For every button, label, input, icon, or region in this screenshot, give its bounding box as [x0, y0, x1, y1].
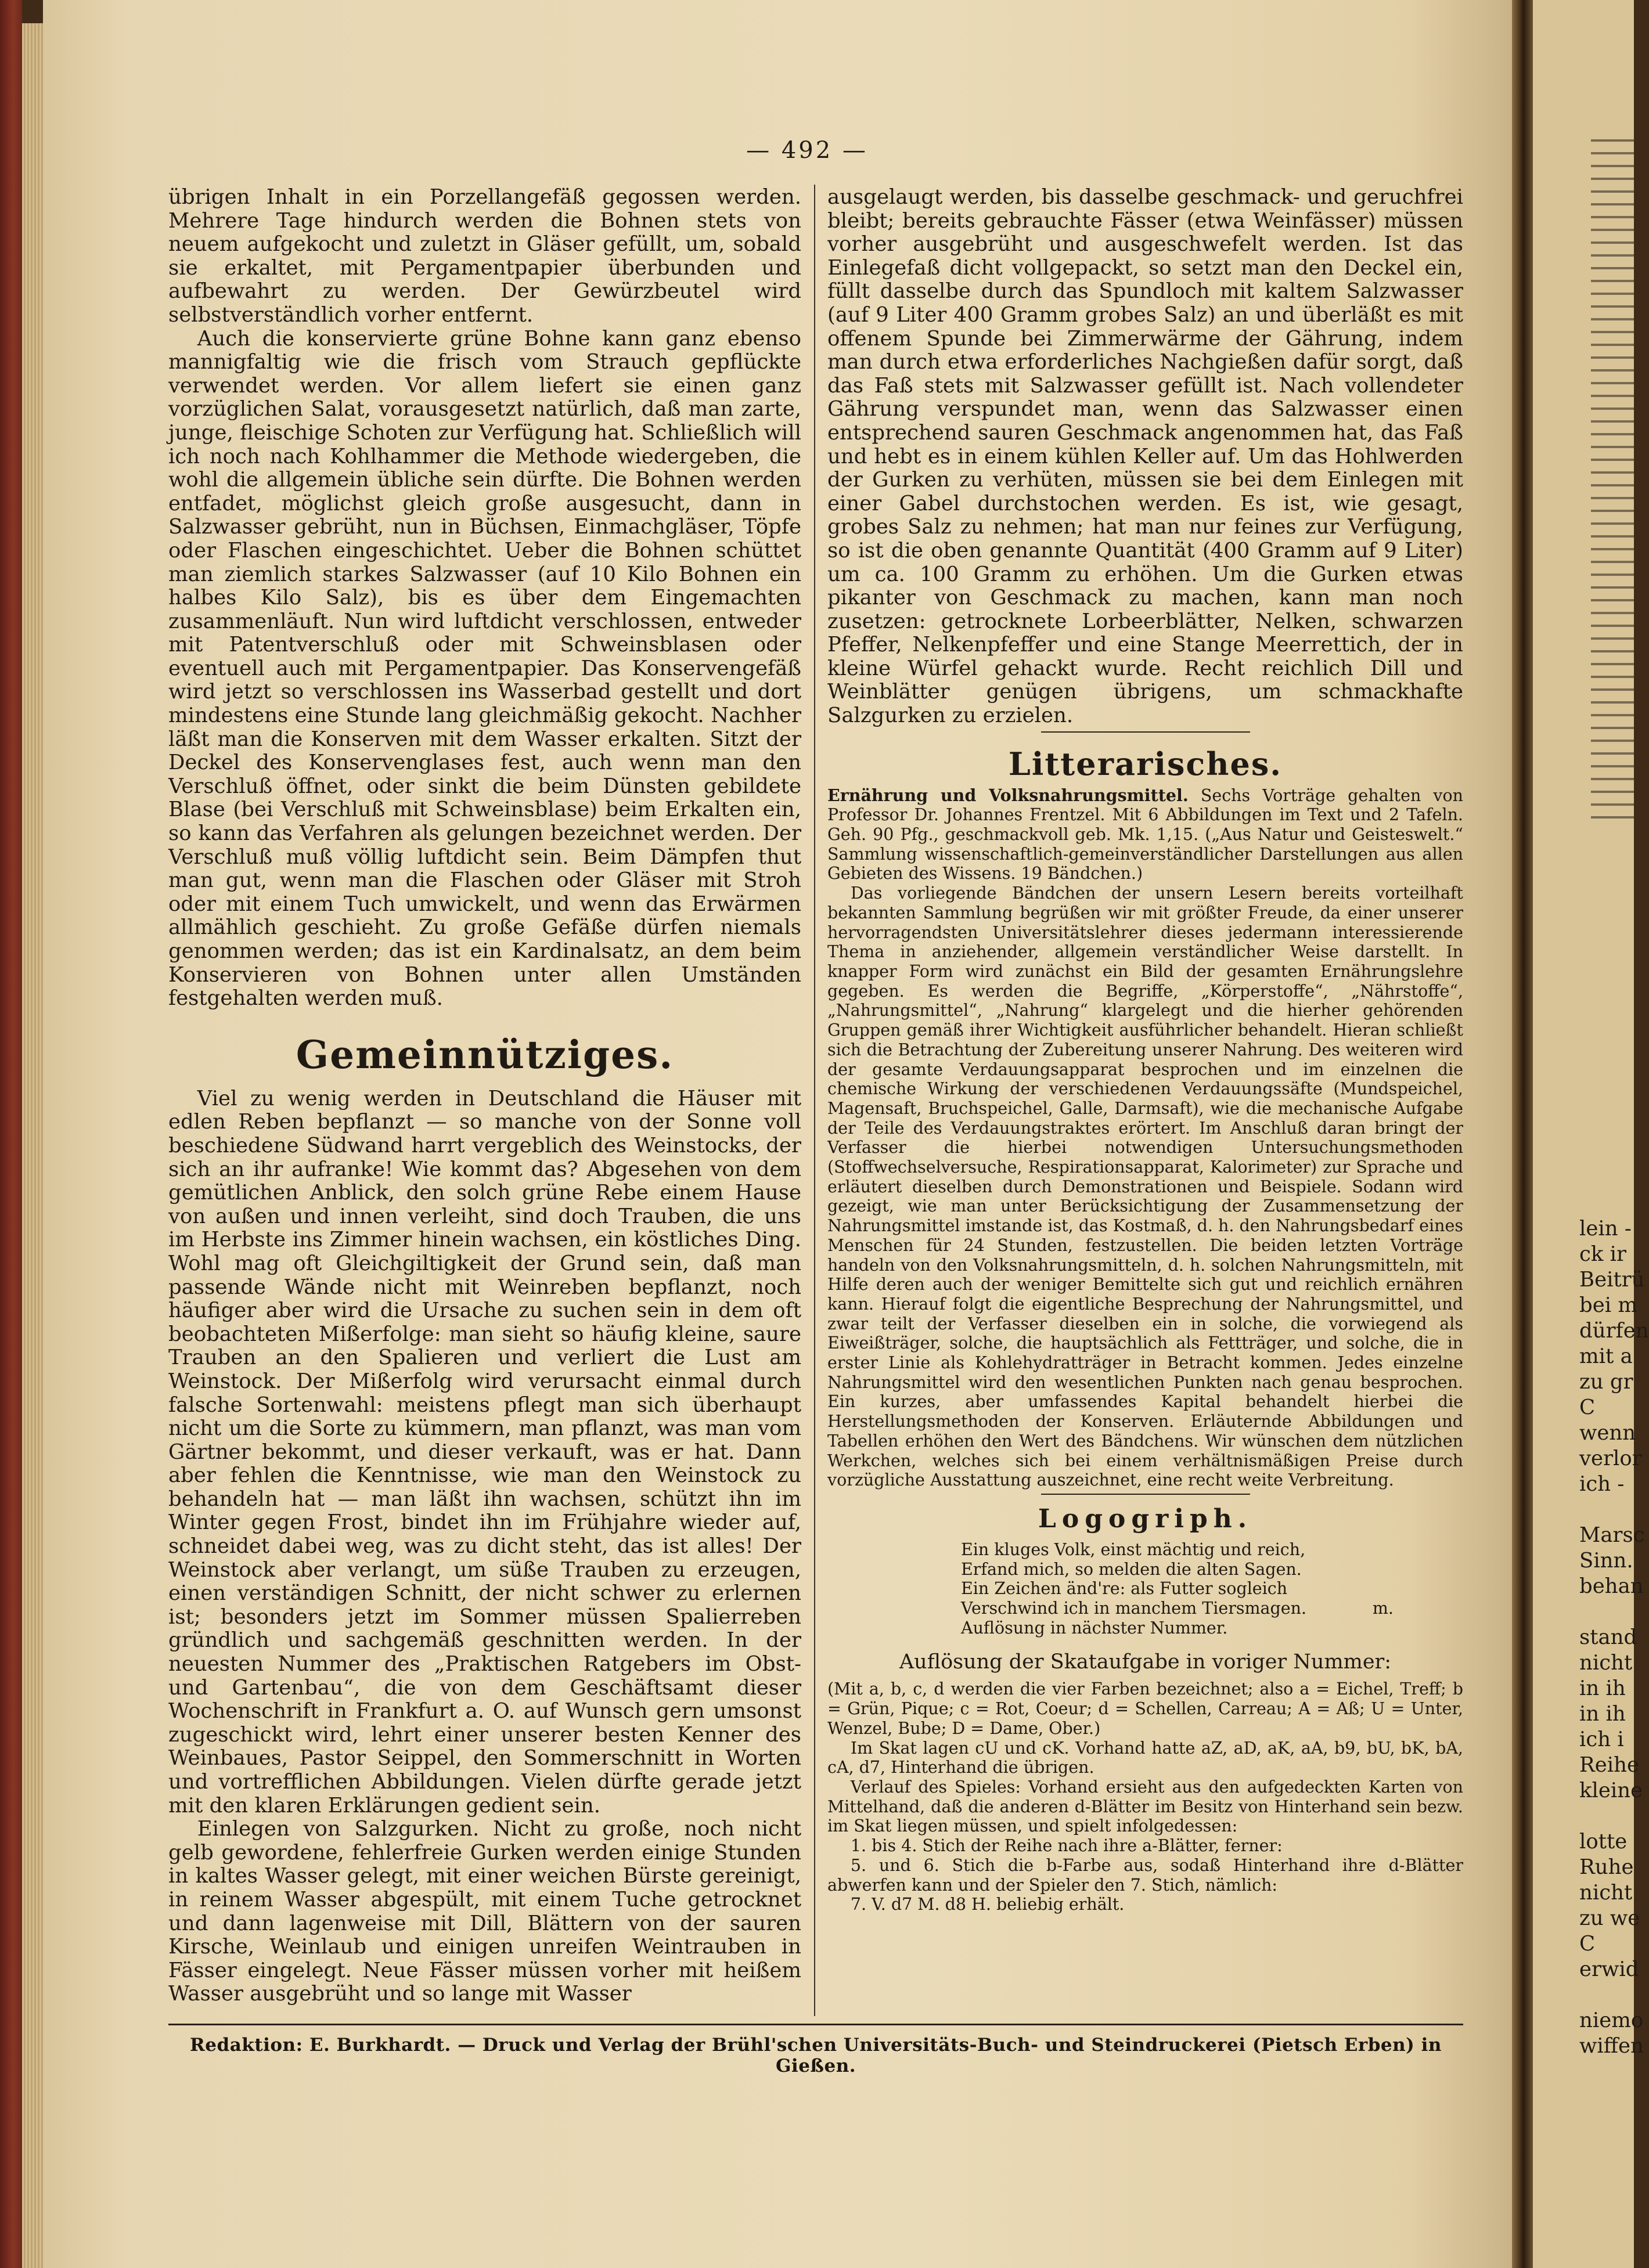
article-paragraph: Viel zu wenig werden in Deutschland die Häuser mit edlen Reben bepflanzt — so manche von der Sonne voll beschiedene Südwand harrt vergeblich des Weinstocks, der sich an ihr aufranke! Wie kommt das? Abgesehen von dem gemütlichen Anblick, den solch grüne Rebe einem Hause von außen und innen verleiht, sind doch Trauben, die uns im Herbste ins Zimmer hinein wachsen, ein köstliches Ding. Wohl mag oft Gleichgiltigkeit der Grund sein, daß man passende Wände nicht mit Weinreben bepflanzt, noch häufiger aber wird die Ursache zu suchen sein in dem oft beobachteten Mißerfolge: man sieht so häufig kleine, saure Trauben an den Spalieren und verliert die Lust am Weinstock. Der Mißerfolg wird verursacht einmal durch falsche Sortenwahl: meistens pflegt man sich überhaupt nicht um die Sorte zu kümmern, man pflanzt, was man vom Gärtner bekommt, und dieser verkauft, was er hat. Dann aber fehlen die Kenntnisse, wie man den Weinstock zu behandeln hat — man läßt ihn wachsen, schützt ihn im Winter gegen Frost, bindet ihn im Frühjahre wieder auf, schneidet dabei weg, was zu dicht steht, das ist alles! Der Weinstock aber verlangt, um süße Trauben zu erzeugen, einen verständigen Schnitt, der nicht schwer zu erlernen ist; besonders jetzt im Sommer müssen Spalierreben gründlich und sachgemäß geschnitten werden. In der neuesten Nummer des „Praktischen Ratgebers im Obst- und Gartenbau“, die von dem Geschäftsamt dieser Wochenschrift in Frankfurt a. O. auf Wunsch gern umsonst zugeschickt wird, lehrt einer unserer besten Kenner des Weinbaues, Pastor Seippel, den Sommerschnitt in Worten und vortrefflichen Abbildungen. Vielen dürfte gerade jetzt mit den klaren Erklärungen gedient sein.: [168, 1086, 801, 1818]
article-paragraph: Einlegen von Salzgurken. Nicht zu große, noch nicht gelb gewordene, fehlerfreie Gurken werden einige Stunden in kaltes Wasser gelegt, mit einer weichen Bürste gereinigt, in reinem Wasser abgespült, mit einem Tuche getrocknet und dann lagenweise mit Dill, Blättern von der sauren Kirsche, Weinlaub und einigen unreifen Weintrauben in Fässer eingelegt. Neue Fässer müssen vorher mit heißem Wasser ausgebrüht und so lange mit Wasser: [168, 1817, 801, 2006]
fragment: behan: [1579, 1574, 1644, 1598]
author-sign: m.: [1372, 1599, 1394, 1618]
book-gutter: [1512, 0, 1533, 2268]
right-column: [827, 186, 1463, 1914]
footer-rule: [168, 2024, 1463, 2025]
poem-line: Ein Zeichen änd're: als Futter sogleich: [961, 1579, 1288, 1599]
fragment: [1579, 1982, 1649, 2008]
fragment: [1579, 1804, 1649, 1829]
fragment: in ih: [1579, 1702, 1626, 1726]
solution-note: Auflösung in nächster Nummer.: [961, 1618, 1228, 1638]
skat-cards: Im Skat lagen cU und cK. Vorhand hatte aZ, aD, aK, aA, b9, bU, bK, bA, cA, d7, Hinterhand die übrigen.: [827, 1738, 1463, 1777]
fragment: Beitrü: [1579, 1268, 1645, 1292]
book-binding: [0, 0, 22, 2268]
skat-play-step: 5. und 6. Stich die b-Farbe aus, sodaß Hinterhand ihre d-Blätter abwerfen kann und der Spieler den 7. Stich, nämlich:: [827, 1855, 1463, 1895]
logogriph-poem: [827, 1540, 1463, 1638]
skat-legend: (Mit a, b, c, d werden die vier Farben bezeichnet; also a = Eichel, Treff; b = Grün, Pique; c = Rot, Coeur; d = Schellen, Carreau; A = Aß; U = Unter, Wenzel, Bube; D = Dame, Ober.): [827, 1679, 1463, 1738]
section-heading-gemeinnuetziges: Gemeinnütziges.: [296, 1032, 674, 1077]
fragment: lein -: [1579, 1217, 1632, 1241]
fragment: nicht: [1579, 1651, 1633, 1675]
fragment: mit a: [1579, 1344, 1633, 1368]
fragment: [1579, 1497, 1649, 1523]
skat-play-step: 1. bis 4. Stich der Reihe nach ihre a-Blätter, ferner:: [850, 1836, 1283, 1856]
adjacent-page-illustration: [1591, 139, 1634, 824]
page-number: — 492 —: [746, 137, 868, 164]
book-details: Sechs Vorträge gehalten von Professor Dr. Johannes Frentzel. Mit 6 Abbildungen im Text und 2 Tafeln. Geh. 90 Pfg., geschmackvoll geb. Mk. 1,15. („Aus Natur und Geisteswelt.“ Sammlung wissenschaftlich-gemeinverständlicher Darstellungen aus allen Gebieten des Wissens. 19 Bändchen.): [827, 785, 1463, 884]
fragment: [1579, 1599, 1649, 1625]
poem-line: Ein kluges Volk, einst mächtig und reich,: [961, 1539, 1306, 1559]
section-heading-logogriph: Logogriph.: [1038, 1503, 1253, 1534]
column-divider: [814, 185, 815, 2016]
skat-solution-heading: Auflösung der Skataufgabe in voriger Nummer:: [899, 1650, 1392, 1674]
fragment: in ih: [1579, 1676, 1626, 1700]
book-review-body: Das vorliegende Bändchen der unsern Lesern bereits vorteilhaft bekannten Sammlung begrüßen wir mit größter Freude, da einer unserer hervorragendsten Universitätslehrer dieses jedermann interessierende Thema in anziehender, allgemein verständlicher Weise darstellt. In knapper Form wird zunächst ein Bild der gesamten Ernährungslehre gegeben. Es werden die Begriffe, „Körperstoffe“, „Nährstoffe“, „Nahrungsmittel“, „Nahrung“ klargelegt und die hierher gehörenden Gruppen gemäß ihrer Wichtigkeit ausführlicher behandelt. Hieran schließt sich die Betrachtung der Zubereitung unserer Nahrung. Des weiteren wird der gesamte Verdauungsapparat besprochen und im einzelnen die chemische Wirkung der verschiedenen Verdauungssäfte (Mundspeichel, Magensaft, Bruchspeichel, Galle, Darmsaft), wie die mechanische Aufgabe der Teile des Verdauungstraktes erörtert. Im Anschluß daran bringt der Verfasser die hierbei notwendigen Untersuchungsmethoden (Stoffwechselversuche, Respirationsapparat, Kalorimeter) zur Sprache und erläutert dieselben durch Demonstrationen und Beispiele. Sodann wird gezeigt, wie man unter Berücksichtigung der Zusammensetzung der Nahrungsmittel imstande ist, das Kostmaß, d. h. den Nahrungsbedarf eines Menschen für 24 Stunden, festzustellen. Die beiden letzten Vorträge handeln von den Volksnahrungsmitteln, d. h. solchen Nahrungsmitteln, mit Hilfe deren auch der weniger Bemittelte sich gut und reichlich ernähren kann. Hierauf folgt die eigentliche Besprechung der Nahrungsmittel, und zwar teilt der Verfasser dieselben ein in solche, die vorwiegend als Eiweißträger, solche, die hauptsächlich als Fettträger, und solche, die in erster Linie als Kohlehydratträger in Betracht kommen. Jedes einzelne Nahrungsmittel wird den wesentlichen Punkten nach genau besprochen. Ein kurzes, aber umfassendes Kapital behandelt hierbei die Herstellungsmethoden der Konserven. Erläuternde Abbildungen und Tabellen erhöhen den Wert des Bändchens. Wir wünschen dem nützlichen Werkchen, welches sich bei einem verhältnismäßigen Preise durch vorzügliche Ausstattung auszeichnet, eine recht weite Verbreitung.: [827, 884, 1463, 1490]
fragment: wenn: [1579, 1421, 1636, 1445]
fragment: Sinn.: [1579, 1549, 1633, 1573]
fragment: lotte: [1579, 1830, 1628, 1854]
divider-rule: [1041, 731, 1250, 733]
poem-line: Erfand mich, so melden die alten Sagen.: [961, 1559, 1302, 1579]
poem-last-line: [961, 1599, 1463, 1618]
adjacent-page-text: [1579, 1216, 1649, 2059]
fragment: ck ir: [1579, 1242, 1627, 1266]
fragment: C: [1579, 1396, 1596, 1419]
imprint-footer: Redaktion: E. Burkhardt. — Druck und Verlag der Brühl'schen Universitäts-Buch- und Steindruckerei (Pietsch Erben) in Gießen.: [190, 2035, 1442, 2076]
fragment: Ruhe: [1579, 1855, 1634, 1879]
fragment: Reihe: [1579, 1753, 1639, 1777]
divider-rule: [1041, 1494, 1250, 1495]
fragment: C: [1579, 1932, 1596, 1956]
article-paragraph: Auch die konservierte grüne Bohne kann ganz ebenso mannigfaltig wie die frisch vom Strauch gepflückte verwendet werden. Vor allem liefert sie einen ganz vorzüglichen Salat, vorausgesetzt natürlich, daß man zarte, junge, fleischige Schoten zur Verfügung hat. Schließlich will ich noch nach Kohlhammer die Methode wiedergeben, die wohl die allgemein übliche sein dürfte. Die Bohnen werden entfadet, möglichst gleich große ausgesucht, dann in Salzwasser gebrüht, nun in Büchsen, Einmachgläser, Töpfe oder Flaschen eingeschichtet. Ueber die Bohnen schüttet man ziemlich starkes Salzwasser (auf 10 Kilo Bohnen ein halbes Kilo Salz), bis es über dem Eingemachten zusammenläuft. Nun wird luftdicht verschlossen, entweder mit Patentverschluß oder mit Schweinsblasen oder eventuell auch mit Pergamentpapier. Das Konservengefäß wird jetzt so verschlossen ins Wasserbad gestellt und dort mindestens eine Stunde lang gleichmäßig gekocht. Nachher läßt man die Konserven mit dem Wasser erkalten. Sitzt der Deckel des Konservenglases fest, auch wenn man den Verschluß öffnet, oder sinkt die beim Dünsten gebildete Blase (bei Verschluß mit Schweinsblase) beim Erkalten ein, so kann das Verfahren als gelungen bezeichnet werden. Der Verschluß muß völlig luftdicht sein. Beim Dämpfen thut man gut, wenn man die Flaschen oder Gläser mit Stroh oder mit einem Tuch umwickelt, und wenn das Erwärmen allmählich geschieht. Zu große Gefäße dürfen niemals genommen werden; das ist ein Kardinalsatz, an dem beim Konservieren von Bohnen unter allen Umständen festgehalten werden muß.: [168, 326, 801, 1011]
fragment: bei m: [1579, 1293, 1638, 1317]
fragment: dürfen: [1579, 1319, 1649, 1343]
section-heading-litterarisches: Litterarisches.: [1008, 745, 1283, 783]
fragment: niemo: [1579, 2009, 1644, 2032]
left-column: [168, 186, 801, 2006]
fragment: erwid: [1579, 1957, 1639, 1981]
fragment: zu gr: [1579, 1370, 1633, 1394]
skat-play-step: 7. V. d7 M. d8 H. beliebig erhält.: [850, 1895, 1125, 1914]
book-title: Ernährung und Volksnahrungsmittel.: [827, 785, 1189, 805]
fragment: ich -: [1579, 1472, 1625, 1496]
fragment: ich i: [1579, 1728, 1624, 1751]
book-review-header: [827, 786, 1463, 884]
fragment: kleine: [1579, 1779, 1643, 1802]
page-edges: [22, 23, 43, 2268]
poem-line: Verschwind ich in manchem Tiersmagen.: [961, 1599, 1307, 1618]
fragment: nicht: [1579, 1881, 1633, 1905]
skat-course: Verlauf des Spieles: Vorhand ersieht aus den aufgedeckten Karten von Mittelhand, daß die anderen d-Blätter im Besitz von Hinterhand sein bezw. im Skat liegen müssen, und spielt infolgedessen:: [827, 1777, 1463, 1836]
fragment: zu we: [1579, 1906, 1640, 1930]
fragment: wiffen: [1579, 2034, 1644, 2058]
fragment: stand: [1579, 1625, 1637, 1649]
article-paragraph: übrigen Inhalt in ein Porzellangefäß gegossen werden. Mehrere Tage hindurch werden die Bohnen stets von neuem aufgekocht und zuletzt in Gläser gefüllt, um, sobald sie erkaltet, mit Pergamentpapier überbunden und aufbewahrt zu werden. Der Gewürzbeutel wird selbstverständlich vorher entfernt.: [168, 185, 801, 327]
article-paragraph: ausgelaugt werden, bis dasselbe geschmack- und geruchfrei bleibt; bereits gebrauchte Fässer (etwa Weinfässer) müssen vorher ausgebrüht und ausgeschwefelt werden. Ist das Einlegefaß dicht vollgepackt, so setzt man den Deckel ein, füllt dasselbe durch das Spundloch mit kaltem Salzwasser (auf 9 Liter 400 Gramm grobes Salz) an und überläßt es mit offenem Spunde bei Zimmerwärme der Gährung, indem man durch etwa erforderliches Nachgießen dafür sorgt, daß das Faß stets mit Salzwasser gefüllt ist. Nach vollendeter Gährung verspundet man, wenn das Salzwasser einen entsprechend sauren Geschmack angenommen hat, das Faß und hebt es in einem kühlen Keller auf. Um das Hohlwerden der Gurken zu verhüten, müssen sie bei dem Einlegen mit einer Gabel durchstochen werden. Es ist, wie gesagt, grobes Salz zu nehmen; hat man nur feines zur Verfügung, so ist die oben genannte Quantität (400 Gramm auf 9 Liter) um ca. 100 Gramm zu erhöhen. Um die Gurken etwas pikanter von Geschmack zu machen, kann man noch zusetzen: getrocknete Lorbeerblätter, Nelken, schwarzen Pfeffer, Nelkenpfeffer und eine Stange Meerrettich, der in kleine Würfel gehackt wurde. Recht reichlich Dill und Weinblätter genügen übrigens, um schmackhafte Salzgurken zu erzielen.: [827, 185, 1463, 728]
fragment: Marsc: [1579, 1523, 1645, 1547]
fragment: verlor: [1579, 1447, 1642, 1470]
